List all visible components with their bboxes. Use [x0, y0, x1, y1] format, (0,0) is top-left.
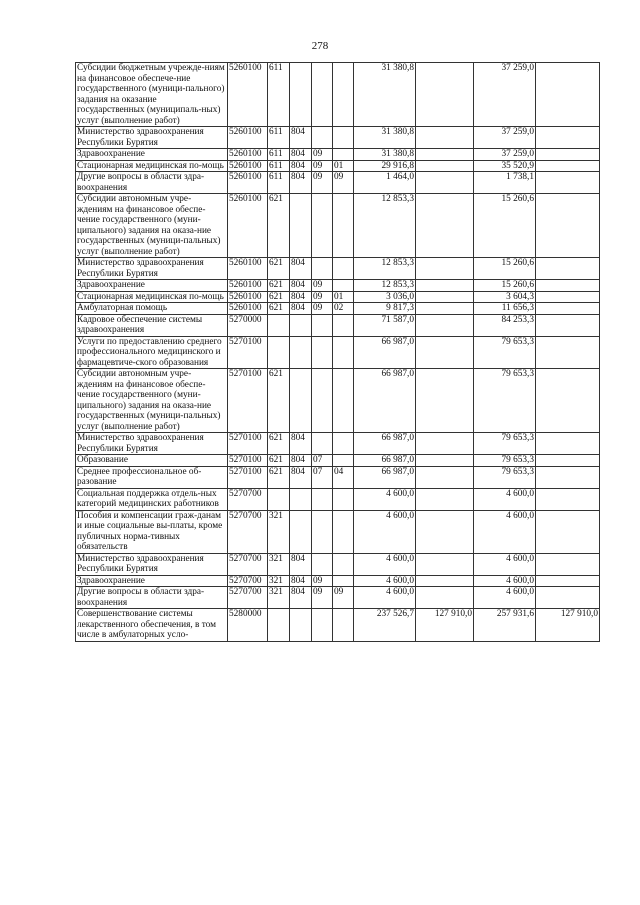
- row-expense-type: 321: [268, 575, 290, 587]
- row-amount-4: [536, 553, 600, 575]
- row-name: Министерство здравоохранения Республики Бурятия: [76, 553, 228, 575]
- row-section: [312, 127, 333, 149]
- table-row: [76, 369, 600, 433]
- row-amount-3: 35 520,9: [474, 160, 536, 172]
- row-amount-1: 12 853,3: [354, 280, 416, 292]
- row-section: [312, 63, 333, 127]
- row-amount-2: [416, 553, 474, 575]
- row-amount-3: 15 260,6: [474, 194, 536, 258]
- row-amount-4: [536, 303, 600, 315]
- row-section: 07: [312, 455, 333, 467]
- row-subsection: [333, 127, 354, 149]
- row-name: Субсидии автономным учре-ждениям на финансовое обеспе-чение государственного (муни-ципального) задания на оказа-ние государственных (муници-пальных) услуг (выполнение работ): [76, 369, 228, 433]
- row-name: Совершенствование системы лекарственного обеспечения, в том числе в амбулаторных усло-: [76, 609, 228, 642]
- row-amount-2: [416, 466, 474, 488]
- row-amount-1: 66 987,0: [354, 455, 416, 467]
- row-target-code: 5260100: [228, 194, 268, 258]
- row-target-code: 5260100: [228, 280, 268, 292]
- row-name: Здравоохранение: [76, 280, 228, 292]
- row-target-code: 5260100: [228, 127, 268, 149]
- row-subsection: 01: [333, 291, 354, 303]
- row-section: [312, 194, 333, 258]
- row-amount-3: 4 600,0: [474, 575, 536, 587]
- row-subsection: [333, 258, 354, 280]
- row-section: 09: [312, 160, 333, 172]
- table-row: [76, 149, 600, 161]
- row-name: Министерство здравоохранения Республики Бурятия: [76, 127, 228, 149]
- row-ministry-code: 804: [290, 172, 312, 194]
- row-subsection: [333, 575, 354, 587]
- row-ministry-code: [290, 194, 312, 258]
- row-name: Услуги по предоставлению среднего профессионального медицинского и фармацевтиче-ского образования: [76, 336, 228, 369]
- row-amount-2: 127 910,0: [416, 609, 474, 642]
- row-section: 09: [312, 291, 333, 303]
- row-expense-type: 611: [268, 172, 290, 194]
- row-name: Другие вопросы в области здра-воохранения: [76, 172, 228, 194]
- row-expense-type: [268, 336, 290, 369]
- row-section: [312, 258, 333, 280]
- row-name: Субсидии бюджетным учрежде-ниям на финансовое обеспече-ние государственного (муници-пального) задания на оказание государственных (муниципаль-ных) услуг (выполнение работ): [76, 63, 228, 127]
- row-ministry-code: 804: [290, 291, 312, 303]
- row-amount-1: 4 600,0: [354, 587, 416, 609]
- row-amount-2: [416, 575, 474, 587]
- row-amount-4: [536, 63, 600, 127]
- row-subsection: [333, 455, 354, 467]
- row-ministry-code: [290, 510, 312, 553]
- row-amount-2: [416, 160, 474, 172]
- row-name: Здравоохранение: [76, 575, 228, 587]
- row-target-code: 5270100: [228, 433, 268, 455]
- row-amount-3: 1 738,1: [474, 172, 536, 194]
- row-target-code: 5270700: [228, 510, 268, 553]
- row-amount-2: [416, 510, 474, 553]
- row-amount-4: [536, 369, 600, 433]
- row-section: 09: [312, 303, 333, 315]
- row-target-code: 5260100: [228, 149, 268, 161]
- row-amount-3: 79 653,3: [474, 369, 536, 433]
- row-expense-type: 611: [268, 160, 290, 172]
- row-amount-1: 12 853,3: [354, 194, 416, 258]
- row-subsection: [333, 314, 354, 336]
- row-target-code: 5270700: [228, 587, 268, 609]
- row-expense-type: 621: [268, 194, 290, 258]
- row-amount-4: [536, 455, 600, 467]
- row-subsection: [333, 609, 354, 642]
- row-subsection: 02: [333, 303, 354, 315]
- row-section: 09: [312, 587, 333, 609]
- row-amount-1: 66 987,0: [354, 433, 416, 455]
- table-row: [76, 553, 600, 575]
- row-amount-2: [416, 194, 474, 258]
- row-name: Социальная поддержка отдель-ных категорий медицинских работников: [76, 488, 228, 510]
- row-ministry-code: 804: [290, 280, 312, 292]
- row-amount-3: 4 600,0: [474, 553, 536, 575]
- row-amount-1: 31 380,8: [354, 127, 416, 149]
- row-subsection: 09: [333, 587, 354, 609]
- row-expense-type: [268, 609, 290, 642]
- row-amount-3: 4 600,0: [474, 488, 536, 510]
- row-expense-type: [268, 314, 290, 336]
- row-section: 09: [312, 280, 333, 292]
- row-name: Пособия и компенсации граж-данам и иные социальные вы-платы, кроме публичных норма-тивных обязательств: [76, 510, 228, 553]
- row-section: [312, 609, 333, 642]
- row-amount-1: 4 600,0: [354, 575, 416, 587]
- row-target-code: 5260100: [228, 258, 268, 280]
- row-amount-1: 4 600,0: [354, 510, 416, 553]
- row-amount-1: 71 587,0: [354, 314, 416, 336]
- row-ministry-code: 804: [290, 466, 312, 488]
- row-amount-3: 15 260,6: [474, 280, 536, 292]
- row-expense-type: 621: [268, 303, 290, 315]
- row-amount-3: 15 260,6: [474, 258, 536, 280]
- row-amount-4: [536, 336, 600, 369]
- row-amount-1: 237 526,7: [354, 609, 416, 642]
- table-row: [76, 172, 600, 194]
- row-amount-1: 4 600,0: [354, 553, 416, 575]
- row-name: Здравоохранение: [76, 149, 228, 161]
- row-target-code: 5270100: [228, 369, 268, 433]
- row-ministry-code: 804: [290, 575, 312, 587]
- row-amount-2: [416, 280, 474, 292]
- row-section: [312, 314, 333, 336]
- budget-table: [75, 62, 600, 642]
- row-ministry-code: [290, 314, 312, 336]
- table-row: [76, 280, 600, 292]
- table-row: [76, 575, 600, 587]
- row-amount-4: [536, 587, 600, 609]
- row-target-code: 5270700: [228, 553, 268, 575]
- table-row: [76, 510, 600, 553]
- table-row: [76, 587, 600, 609]
- row-ministry-code: 804: [290, 160, 312, 172]
- row-amount-2: [416, 149, 474, 161]
- row-amount-2: [416, 336, 474, 369]
- row-amount-4: [536, 291, 600, 303]
- row-expense-type: 621: [268, 455, 290, 467]
- row-amount-2: [416, 488, 474, 510]
- row-amount-3: 37 259,0: [474, 127, 536, 149]
- row-amount-3: 84 253,3: [474, 314, 536, 336]
- row-section: [312, 553, 333, 575]
- row-target-code: 5260100: [228, 160, 268, 172]
- row-amount-2: [416, 369, 474, 433]
- row-expense-type: 321: [268, 553, 290, 575]
- row-ministry-code: 804: [290, 127, 312, 149]
- row-name: Министерство здравоохранения Республики Бурятия: [76, 258, 228, 280]
- row-amount-2: [416, 314, 474, 336]
- row-expense-type: 621: [268, 466, 290, 488]
- row-expense-type: 611: [268, 63, 290, 127]
- table-row: [76, 127, 600, 149]
- row-expense-type: 321: [268, 587, 290, 609]
- row-amount-4: [536, 488, 600, 510]
- table-row: [76, 455, 600, 467]
- row-ministry-code: [290, 609, 312, 642]
- row-amount-4: [536, 575, 600, 587]
- row-subsection: [333, 63, 354, 127]
- row-section: 09: [312, 575, 333, 587]
- row-amount-3: 37 259,0: [474, 149, 536, 161]
- row-amount-1: 66 987,0: [354, 336, 416, 369]
- row-name: Министерство здравоохранения Республики Бурятия: [76, 433, 228, 455]
- row-amount-4: [536, 433, 600, 455]
- row-ministry-code: [290, 63, 312, 127]
- row-amount-3: 4 600,0: [474, 510, 536, 553]
- table-row: [76, 160, 600, 172]
- row-target-code: 5270100: [228, 336, 268, 369]
- row-expense-type: [268, 488, 290, 510]
- row-section: [312, 336, 333, 369]
- row-subsection: [333, 510, 354, 553]
- row-expense-type: 611: [268, 127, 290, 149]
- row-target-code: 5270100: [228, 455, 268, 467]
- row-target-code: 5260100: [228, 303, 268, 315]
- row-amount-4: [536, 258, 600, 280]
- row-section: [312, 433, 333, 455]
- row-ministry-code: [290, 369, 312, 433]
- row-amount-4: [536, 160, 600, 172]
- row-ministry-code: 804: [290, 303, 312, 315]
- row-section: 09: [312, 172, 333, 194]
- table-body: [76, 63, 600, 642]
- row-subsection: [333, 336, 354, 369]
- row-amount-3: 79 653,3: [474, 433, 536, 455]
- table-row: [76, 303, 600, 315]
- table-row: [76, 291, 600, 303]
- row-name: Амбулаторная помощь: [76, 303, 228, 315]
- row-name: Кадровое обеспечение системы здравоохранения: [76, 314, 228, 336]
- row-name: Стационарная медицинская по-мощь: [76, 160, 228, 172]
- row-amount-1: 66 987,0: [354, 466, 416, 488]
- row-ministry-code: [290, 336, 312, 369]
- row-amount-4: [536, 466, 600, 488]
- row-amount-2: [416, 291, 474, 303]
- row-subsection: 09: [333, 172, 354, 194]
- row-subsection: [333, 194, 354, 258]
- row-expense-type: 621: [268, 291, 290, 303]
- row-amount-1: 31 380,8: [354, 149, 416, 161]
- row-subsection: [333, 280, 354, 292]
- row-amount-1: 31 380,8: [354, 63, 416, 127]
- row-amount-3: 79 653,3: [474, 455, 536, 467]
- row-amount-4: [536, 149, 600, 161]
- row-expense-type: 621: [268, 369, 290, 433]
- row-amount-2: [416, 63, 474, 127]
- row-amount-1: 29 916,8: [354, 160, 416, 172]
- row-amount-1: 4 600,0: [354, 488, 416, 510]
- row-amount-1: 9 817,3: [354, 303, 416, 315]
- row-name: Другие вопросы в области здра-воохранения: [76, 587, 228, 609]
- row-expense-type: 621: [268, 280, 290, 292]
- row-ministry-code: 804: [290, 433, 312, 455]
- row-expense-type: 611: [268, 149, 290, 161]
- row-amount-2: [416, 172, 474, 194]
- row-amount-1: 66 987,0: [354, 369, 416, 433]
- row-target-code: 5260100: [228, 63, 268, 127]
- table-row: [76, 488, 600, 510]
- row-amount-3: 79 653,3: [474, 466, 536, 488]
- table-row: [76, 336, 600, 369]
- row-amount-2: [416, 455, 474, 467]
- row-ministry-code: 804: [290, 149, 312, 161]
- row-target-code: 5270700: [228, 575, 268, 587]
- row-target-code: 5260100: [228, 172, 268, 194]
- row-amount-2: [416, 587, 474, 609]
- row-name: Субсидии автономным учре-ждениям на финансовое обеспе-чение государственного (муни-ципального) задания на оказа-ние государственных (муници-пальных) услуг (выполнение работ): [76, 194, 228, 258]
- row-target-code: 5260100: [228, 291, 268, 303]
- row-amount-2: [416, 433, 474, 455]
- row-amount-4: [536, 127, 600, 149]
- row-expense-type: 621: [268, 258, 290, 280]
- row-name: Образование: [76, 455, 228, 467]
- row-subsection: [333, 149, 354, 161]
- row-section: [312, 369, 333, 433]
- page-number: 278: [311, 40, 329, 52]
- row-section: [312, 510, 333, 553]
- row-amount-1: 3 036,0: [354, 291, 416, 303]
- row-amount-2: [416, 127, 474, 149]
- row-target-code: 5270100: [228, 466, 268, 488]
- row-section: 09: [312, 149, 333, 161]
- row-amount-3: 79 653,3: [474, 336, 536, 369]
- row-subsection: [333, 369, 354, 433]
- row-target-code: 5270000: [228, 314, 268, 336]
- table-row: [76, 258, 600, 280]
- row-amount-3: 3 604,3: [474, 291, 536, 303]
- row-amount-4: 127 910,0: [536, 609, 600, 642]
- row-expense-type: 321: [268, 510, 290, 553]
- table-row: [76, 609, 600, 642]
- row-section: 07: [312, 466, 333, 488]
- row-amount-4: [536, 280, 600, 292]
- row-amount-3: 37 259,0: [474, 63, 536, 127]
- row-amount-3: 4 600,0: [474, 587, 536, 609]
- row-section: [312, 488, 333, 510]
- row-amount-3: 11 656,3: [474, 303, 536, 315]
- row-amount-1: 1 464,0: [354, 172, 416, 194]
- row-target-code: 5280000: [228, 609, 268, 642]
- table-row: [76, 433, 600, 455]
- table-row: [76, 194, 600, 258]
- row-name: Стационарная медицинская по-мощь: [76, 291, 228, 303]
- row-subsection: 04: [333, 466, 354, 488]
- row-amount-2: [416, 303, 474, 315]
- row-subsection: 01: [333, 160, 354, 172]
- row-amount-4: [536, 314, 600, 336]
- row-amount-1: 12 853,3: [354, 258, 416, 280]
- table-row: [76, 466, 600, 488]
- row-target-code: 5270700: [228, 488, 268, 510]
- row-ministry-code: 804: [290, 455, 312, 467]
- row-expense-type: 621: [268, 433, 290, 455]
- row-ministry-code: 804: [290, 258, 312, 280]
- row-ministry-code: 804: [290, 553, 312, 575]
- row-amount-4: [536, 172, 600, 194]
- row-amount-3: 257 931,6: [474, 609, 536, 642]
- table-row: [76, 314, 600, 336]
- row-ministry-code: 804: [290, 587, 312, 609]
- row-name: Среднее профессиональное об-разование: [76, 466, 228, 488]
- table-row: [76, 63, 600, 127]
- row-subsection: [333, 488, 354, 510]
- row-amount-4: [536, 510, 600, 553]
- row-subsection: [333, 553, 354, 575]
- row-amount-4: [536, 194, 600, 258]
- row-ministry-code: [290, 488, 312, 510]
- row-amount-2: [416, 258, 474, 280]
- row-subsection: [333, 433, 354, 455]
